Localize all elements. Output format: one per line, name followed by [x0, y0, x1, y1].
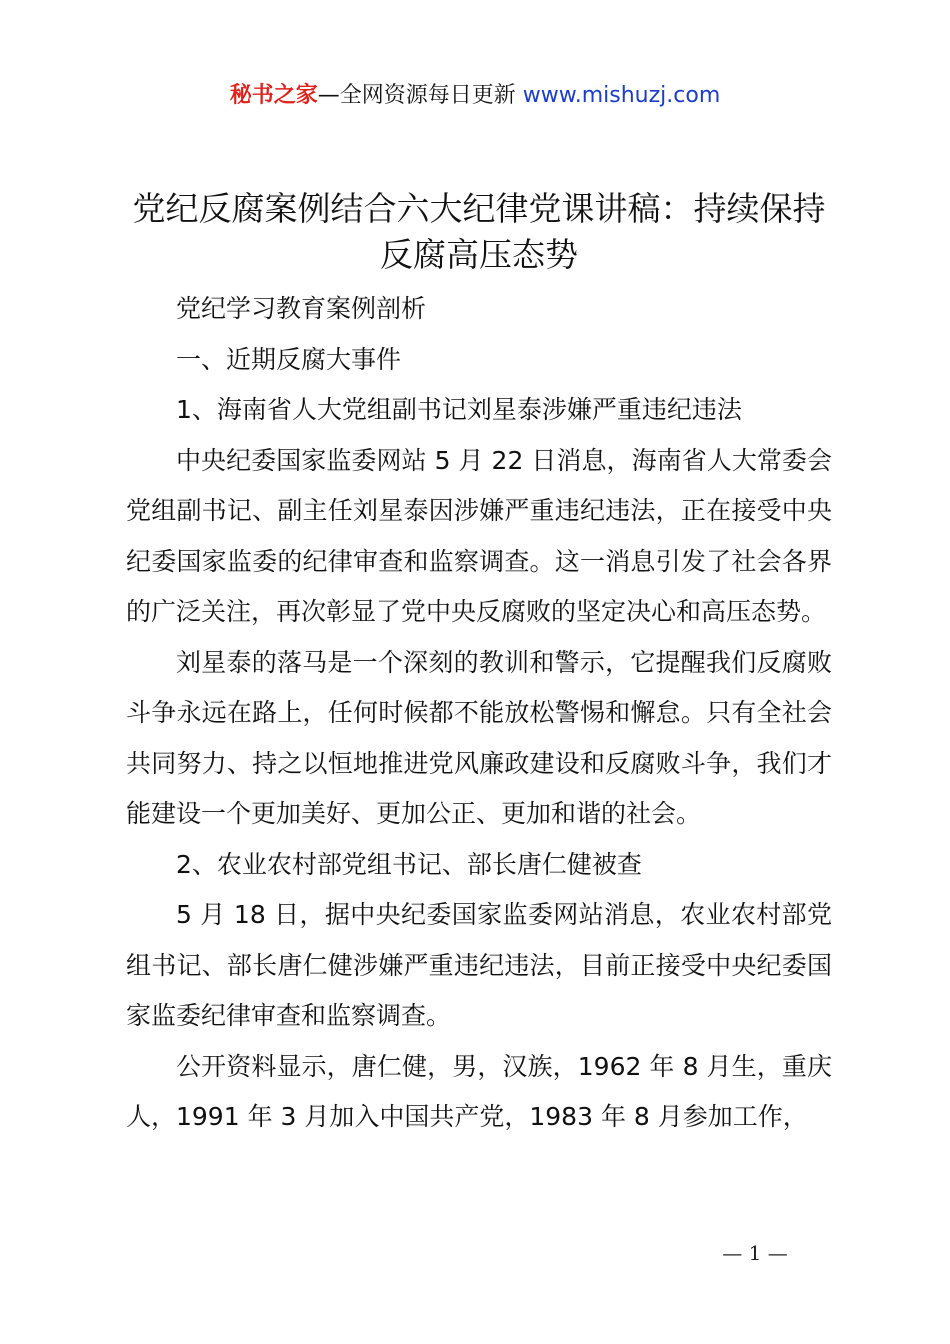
- site-tagline: —全网资源每日更新: [317, 83, 516, 108]
- page-number: — 1 —: [722, 1241, 788, 1265]
- site-url[interactable]: www.mishuzj.com: [522, 83, 721, 108]
- case-heading-2: 2、农业农村部党组书记、部长唐仁健被查: [176, 849, 642, 879]
- body-paragraph: 中央纪委国家监委网站 5 月 22 日消息，海南省人大常委会党组副书记、副主任刘星泰因涉嫌严重违纪违法，正在接受中央纪委国家监委的纪律审查和监察调查。这一消息引发了社会各界的广泛关注，再次彰显了党中央反腐败的坚定决心和高压态势。: [126, 445, 832, 626]
- case-heading-1: 1、海南省人大党组副书记刘星泰涉嫌严重违纪违法: [176, 395, 742, 424]
- section-heading: 一、近期反腐大事件: [176, 344, 402, 374]
- document-body: [126, 284, 832, 1143]
- site-header: [0, 80, 950, 112]
- section-subtitle: 党纪学习教育案例剖析: [176, 294, 427, 323]
- body-paragraph: 刘星泰的落马是一个深刻的教训和警示，它提醒我们反腐败斗争永远在路上，任何时候都不能放松警惕和懈怠。只有全社会共同努力、持之以恒地推进党风廉政建设和反腐败斗争，我们才能建设一个更加美好、更加公正、更加和谐的社会。: [126, 647, 832, 828]
- body-paragraph: 公开资料显示，唐仁健，男，汉族，1962 年 8 月生，重庆人，1991 年 3 月加入中国共产党，1983 年 8 月参加工作，: [126, 1051, 832, 1131]
- document-title: 党纪反腐案例结合六大纪律党课讲稿：持续保持反腐高压态势: [132, 189, 826, 274]
- body-paragraph: 5 月 18 日，据中央纪委国家监委网站消息，农业农村部党组书记、部长唐仁健涉嫌严重违纪违法，目前正接受中央纪委国家监委纪律审查和监察调查。: [126, 900, 832, 1030]
- site-brand: 秘书之家: [229, 83, 318, 108]
